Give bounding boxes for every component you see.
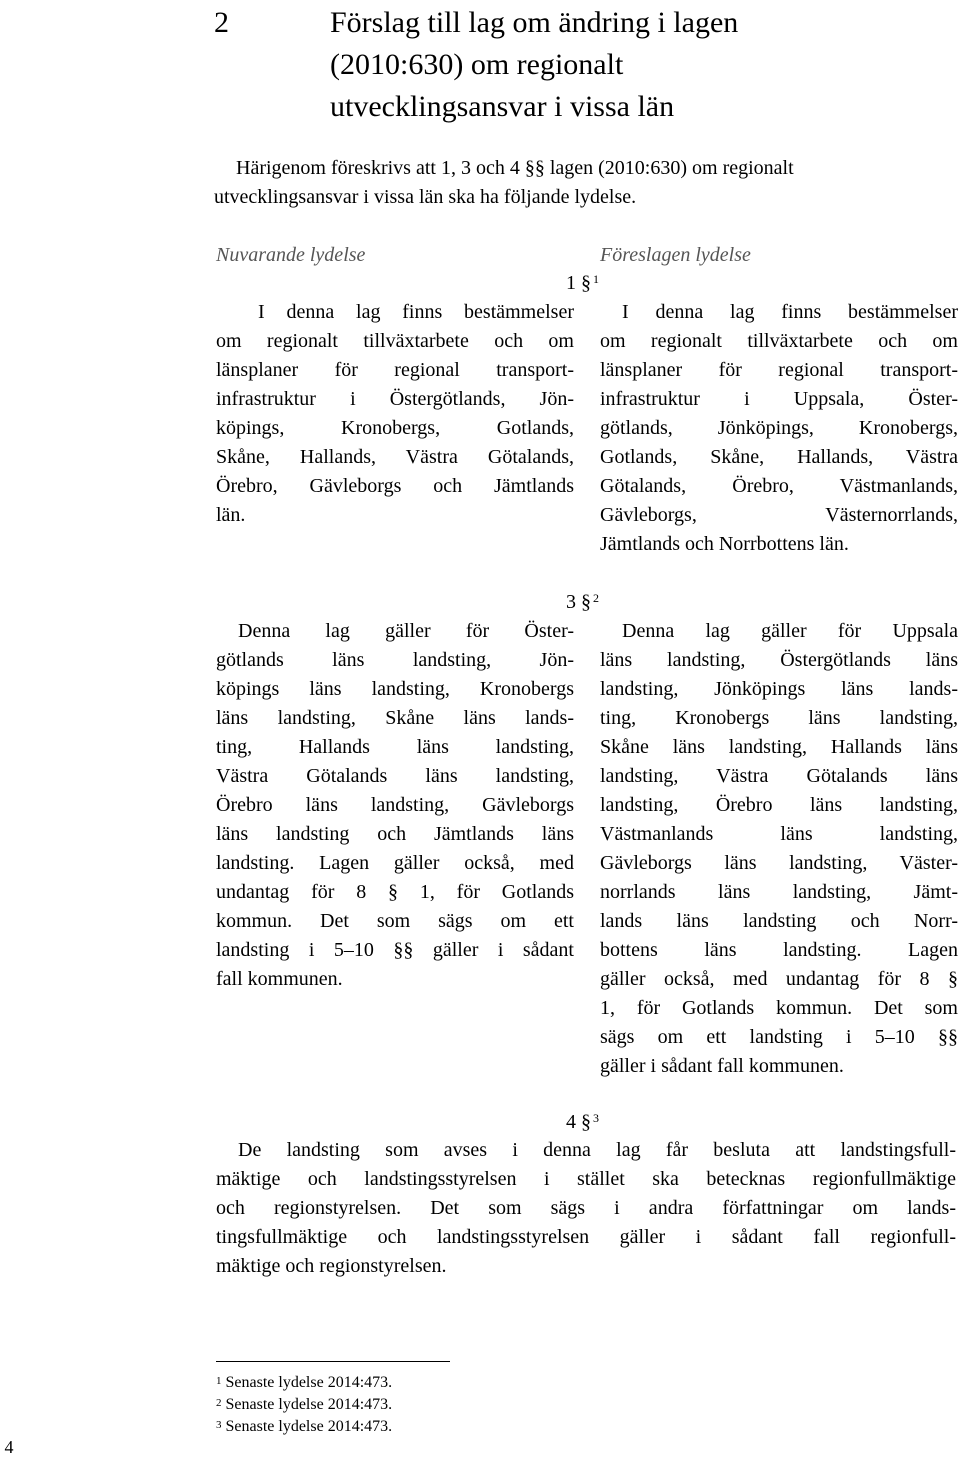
heading-line: (2010:630) om regionalt — [330, 48, 624, 81]
footnote-text: Senaste lydelse 2014:473. — [225, 1396, 393, 1413]
text-line: köpings, Kronobergs, Gotlands, — [216, 417, 574, 439]
footnote — [216, 1372, 392, 1394]
text-line: undantag för 8 § 1, för Gotlands — [216, 881, 574, 903]
text-line: lands läns landsting och Norr- — [600, 910, 958, 932]
text-line: landsting. Lagen gäller också, med — [216, 852, 574, 874]
text-line: norrlands läns landsting, Jämt- — [600, 881, 958, 903]
text-line: landsting, Örebro läns landsting, — [600, 794, 958, 816]
footnote-number: 3 — [216, 1419, 222, 1431]
footnote-separator — [216, 1361, 450, 1362]
text-line: Skåne läns landsting, Hallands läns — [600, 736, 958, 758]
text-line: landsting, Västra Götalands läns — [600, 765, 958, 787]
text-line: sägs om ett landsting i 5–10 §§ — [600, 1026, 958, 1048]
text-line: bottens läns landsting. Lagen — [600, 939, 958, 961]
footnote-text: Senaste lydelse 2014:473. — [225, 1374, 393, 1391]
intro-paragraph — [214, 154, 960, 212]
text-line: mäktige och regionstyrelsen. — [216, 1255, 447, 1277]
footnote — [216, 1394, 392, 1416]
text-line: Denna lag gäller för Uppsala — [622, 620, 958, 642]
text-line: Örebro, Gävleborgs och Jämtlands — [216, 475, 574, 497]
text-line: Denna lag gäller för Öster- — [238, 620, 574, 642]
text-line: läns landsting, Östergötlands läns — [600, 649, 958, 671]
text-line: kommun. Det som sägs om ett — [216, 910, 574, 932]
text-line: tingsfullmäktige och landstingsstyrelsen gäller i sådant fall regionfull- — [216, 1226, 956, 1248]
section-3-proposed — [600, 617, 958, 1081]
text-line: fall kommunen. — [216, 968, 343, 990]
text-line: Götalands, Örebro, Västmanlands, — [600, 475, 958, 497]
section-1-current — [216, 298, 574, 530]
text-line: om regionalt tillväxtarbete och om — [216, 330, 574, 352]
footnote-number: 1 — [216, 1375, 222, 1387]
text-line: 1, för Gotlands kommun. Det som — [600, 997, 958, 1019]
text-line: och regionstyrelsen. Det som sägs i andra författningar om lands- — [216, 1197, 956, 1219]
section-number: 1 § — [566, 272, 591, 294]
text-line: Västra Götalands läns landsting, — [216, 765, 574, 787]
text-line: Västmanlands läns landsting, — [600, 823, 958, 845]
text-line: läns landsting, Skåne läns lands- — [216, 707, 574, 729]
text-line: Gävleborgs, Västernorrlands, — [600, 504, 958, 526]
text-line: läns landsting och Jämtlands läns — [216, 823, 574, 845]
text-line: götlands läns landsting, Jön- — [216, 649, 574, 671]
heading-number: 2 — [214, 6, 229, 39]
section-1-proposed — [600, 298, 958, 559]
footnotes — [216, 1372, 392, 1438]
footnote — [216, 1416, 392, 1438]
text-line: ting, Hallands läns landsting, — [216, 736, 574, 758]
section-4-text — [216, 1136, 956, 1281]
page-number: 4 — [4, 1437, 14, 1457]
text-line: ting, Kronobergs läns landsting, — [600, 707, 958, 729]
text-line: landsting, Jönköpings läns lands- — [600, 678, 958, 700]
text-line: landsting i 5–10 §§ gäller i sådant — [216, 939, 574, 961]
heading-line: Förslag till lag om ändring i lagen — [330, 6, 739, 39]
intro-line: utvecklingsansvar i vissa län ska ha följande lydelse. — [214, 186, 637, 208]
section-label — [566, 589, 599, 615]
footnote-ref: 2 — [593, 591, 599, 605]
heading-line: utvecklingsansvar i vissa län — [330, 90, 675, 123]
text-line: länsplaner för regional transport- — [600, 359, 958, 381]
section-number: 4 § — [566, 1111, 591, 1133]
text-line: Skåne, Hallands, Västra Götalands, — [216, 446, 574, 468]
text-line: Gotlands, Skåne, Hallands, Västra — [600, 446, 958, 468]
text-line: köpings läns landsting, Kronobergs — [216, 678, 574, 700]
text-line: om regionalt tillväxtarbete och om — [600, 330, 958, 352]
intro-line: Härigenom föreskrivs att 1, 3 och 4 §§ lagen (2010:630) om regionalt — [236, 157, 794, 179]
text-line: gäller också, med undantag för 8 § — [600, 968, 958, 990]
text-line: I denna lag finns bestämmelser — [258, 301, 574, 323]
text-line: infrastruktur i Uppsala, Öster- — [600, 388, 958, 410]
section-3-current — [216, 617, 574, 994]
section-label — [566, 1109, 599, 1135]
text-line: mäktige och landstingsstyrelsen i stället ska betecknas regionfullmäktige — [216, 1168, 956, 1190]
proposed-wording-heading: Föreslagen lydelse — [600, 244, 751, 266]
footnote-number: 2 — [216, 1397, 222, 1409]
text-line: Gävleborgs läns landsting, Väster- — [600, 852, 958, 874]
text-line: I denna lag finns bestämmelser — [622, 301, 958, 323]
footnote-ref: 1 — [593, 272, 599, 286]
text-line: länsplaner för regional transport- — [216, 359, 574, 381]
section-number: 3 § — [566, 591, 591, 613]
text-line: Jämtlands och Norrbottens län. — [600, 533, 849, 555]
text-line: götlands, Jönköpings, Kronobergs, — [600, 417, 958, 439]
section-label — [566, 270, 599, 296]
text-line: gäller i sådant fall kommunen. — [600, 1055, 844, 1077]
document-heading — [330, 2, 930, 128]
footnote-ref: 3 — [593, 1111, 599, 1125]
current-wording-heading: Nuvarande lydelse — [216, 244, 366, 266]
text-line: infrastruktur i Östergötlands, Jön- — [216, 388, 574, 410]
footnote-text: Senaste lydelse 2014:473. — [225, 1418, 393, 1435]
text-line: De landsting som avses i denna lag får besluta att landstingsfull- — [238, 1139, 956, 1161]
text-line: län. — [216, 504, 246, 526]
text-line: Örebro läns landsting, Gävleborgs — [216, 794, 574, 816]
